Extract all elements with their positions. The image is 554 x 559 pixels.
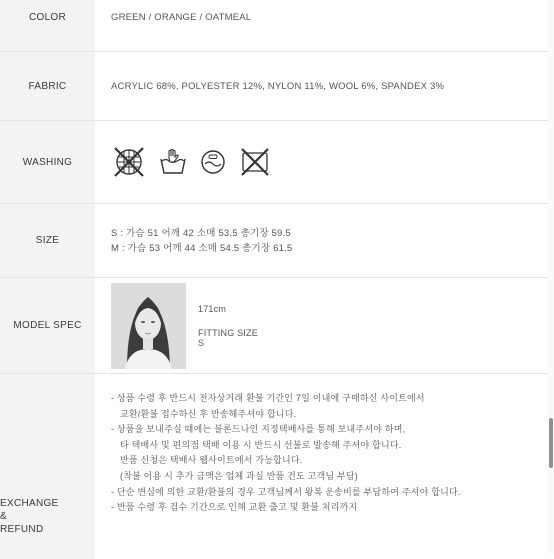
- washing-icons: [111, 144, 548, 180]
- exchange-policy-line: (착불 이용 시 추가 금액은 업체 과실 반품 건도 고객님 부담): [120, 470, 358, 481]
- exchange-policy-line: - 상품을 보내주실 때에는 블론드나인 지정택배사를 통해 보내주셔야 하며,: [111, 424, 406, 435]
- exchange-policy-line: - 반품 수령 후 검수 기간으로 인해 교환 출고 및 환불 처리까지: [111, 502, 358, 513]
- no-machine-wash-icon: [111, 144, 147, 180]
- spec-value-exchange: [95, 374, 548, 559]
- spec-row-washing: [0, 121, 548, 204]
- spec-label-fabric: FABRIC: [0, 52, 95, 120]
- fitting-size-label: FITTING SIZE: [198, 327, 258, 338]
- spec-label-washing: WASHING: [0, 121, 95, 203]
- spec-label-color: COLOR: [0, 0, 95, 51]
- model-info: [198, 304, 258, 348]
- model-height: 171cm: [198, 303, 227, 314]
- spec-row-size: [0, 204, 548, 278]
- exchange-label-line-3: REFUND: [0, 524, 44, 535]
- spec-label-size: SIZE: [0, 204, 95, 277]
- spec-label-exchange: [0, 374, 95, 559]
- dry-clean-icon: [199, 148, 227, 176]
- spec-row-exchange: [0, 374, 548, 559]
- spec-value-size: [95, 204, 548, 277]
- exchange-policy-line: 반품 신청은 택배사 웹사이트에서 가능합니다.: [120, 455, 303, 466]
- do-not-bleach-icon: [238, 145, 272, 179]
- spec-value-washing: [95, 121, 548, 203]
- size-line-s: S : 가슴 51 어깨 42 소매 53.5 총기장 59.5: [111, 227, 291, 239]
- spec-value-fabric: [95, 52, 548, 120]
- exchange-policy-line: - 단순 변심에 의한 교환/환불의 경우 고객님께서 왕복 운송비를 부담하여 주셔야 합니다.: [111, 486, 461, 497]
- hand-wash-icon: [158, 147, 188, 177]
- spec-row-fabric: [0, 52, 548, 121]
- vertical-scrollbar[interactable]: [548, 0, 554, 554]
- spec-value-model: [95, 278, 548, 373]
- spec-row-model: [0, 278, 548, 374]
- color-options-text: GREEN / ORANGE / OATMEAL: [111, 12, 252, 23]
- scrollbar-thumb[interactable]: [549, 418, 553, 468]
- spec-label-model: MODEL SPEC: [0, 278, 95, 373]
- fabric-composition-text: ACRYLIC 68%, POLYESTER 12%, NYLON 11%, WOOL 6%, SPANDEX 3%: [111, 80, 445, 92]
- exchange-label-line-1: EXCHANGE: [0, 498, 59, 509]
- spec-value-color: [95, 0, 548, 51]
- exchange-policy-line: 타 택배사 및 편의점 택배 이용 시 반드시 선불로 발송해 주셔야 합니다.: [120, 439, 402, 450]
- exchange-policy-line: - 상품 수령 후 반드시 전자상거래 환불 기간인 7일 이내에 구매하신 사이트에서: [111, 393, 425, 403]
- exchange-label-line-2: &: [0, 511, 7, 522]
- fitting-size-value: S: [198, 337, 205, 348]
- spec-row-color: [0, 0, 548, 52]
- model-photo: [111, 283, 186, 369]
- exchange-policy-line: 교환/환불 접수하신 후 반송해주셔야 합니다.: [120, 408, 297, 419]
- size-line-m: M : 가슴 53 어깨 44 소매 54.5 총기장 61.5: [111, 242, 293, 254]
